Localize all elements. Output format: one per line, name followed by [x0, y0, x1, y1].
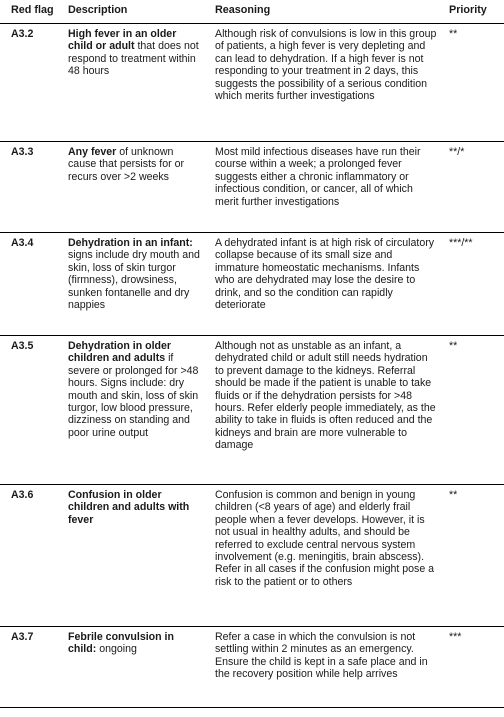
reasoning-cell: Confusion is common and benign in young children (<8 years of age) and elderly frail people when a fever develops. However, it is not usual in healthy adults, and should be referred to exclude central nervous system involvement (e.g. meningitis, brain abscess). Refer in all cases if the confusion might pose a risk to the patient or to others — [209, 485, 443, 627]
priority-cell: *** — [443, 627, 504, 708]
description-cell — [62, 233, 209, 336]
description-emphasis: Dehydration in older children and adults — [68, 340, 172, 365]
red-flag-code: A3.3 — [0, 142, 62, 233]
reasoning-cell: Refer a case in which the convulsion is not settling within 2 minutes as an emergency. Ensure the child is kept in a safe place and in the recovery position while help arrives — [209, 627, 443, 708]
header-description: Description — [62, 0, 209, 24]
reasoning-cell: Although risk of convulsions is low in this group of patients, a high fever is very depleting and can lead to dehydration. If a high fever is not responding to your treatment in 2 days, this suggests the possibility of a serious condition which merits further investigations — [209, 24, 443, 142]
description-cell — [62, 24, 209, 142]
description-text: of unknown cause that persists for or recurs over >2 weeks — [68, 146, 184, 183]
priority-cell: ** — [443, 24, 504, 142]
red-flag-code: A3.6 — [0, 485, 62, 627]
priority-cell: ** — [443, 485, 504, 627]
priority-cell: **/* — [443, 142, 504, 233]
description-emphasis: Febrile convulsion in child: — [68, 631, 174, 656]
priority-cell: ** — [443, 336, 504, 485]
description-text: that does not respond to treatment within 48 hours — [68, 40, 199, 78]
header-priority: Priority — [443, 0, 504, 24]
reasoning-cell: A dehydrated infant is at high risk of circulatory collapse because of its small size and immature homeostatic mechanisms. Infants who are dehydrated may lose the desire to drink, and so the condition can rapidly deteriorate — [209, 233, 443, 336]
table-row — [0, 24, 504, 142]
description-emphasis: Confusion in older children and adults with fever — [68, 489, 190, 526]
description-emphasis: Dehydration in an infant: — [68, 237, 193, 249]
description-text: signs include dry mouth and skin, loss of skin turgor (firmness), drowsiness, sunken fontanelle and dry nappies — [68, 249, 200, 312]
header-reasoning: Reasoning — [209, 0, 443, 24]
table-row — [0, 485, 504, 627]
description-text: if severe or prolonged for >48 hours. Signs include: dry mouth and skin, loss of skin turgor, low blood pressure, dizziness on standing and poor urine output — [68, 352, 199, 439]
description-cell — [62, 485, 209, 627]
table-row — [0, 142, 504, 233]
reasoning-cell: Although not as unstable as an infant, a dehydrated child or adult still needs hydration to prevent damage to the kidneys. Referral should be made if the patient is unable to take fluids or if the dehydration persists for >48 hours. Refer elderly people immediately, as the ability to take in fluids is often reduced and the kidneys and brain are more vulnerable to damage — [209, 336, 443, 485]
red-flag-code: A3.2 — [0, 24, 62, 142]
table-row — [0, 233, 504, 336]
description-emphasis: Any fever — [68, 146, 117, 158]
table-row — [0, 336, 504, 485]
description-cell — [62, 142, 209, 233]
table-header-row — [0, 0, 504, 24]
description-cell — [62, 336, 209, 485]
header-red-flag: Red flag — [0, 0, 62, 24]
description-text: ongoing — [96, 643, 137, 656]
red-flag-code: A3.5 — [0, 336, 62, 485]
priority-cell: ***/** — [443, 233, 504, 336]
description-cell — [62, 627, 209, 708]
reasoning-cell: Most mild infectious diseases have run their course within a week; a prolonged fever suggests either a chronic inflammatory or infectious condition, or cancer, all of which merit further investigations — [209, 142, 443, 233]
red-flag-code: A3.7 — [0, 627, 62, 708]
description-emphasis: High fever in an older child or adult — [68, 28, 177, 53]
table-row — [0, 627, 504, 708]
red-flag-code: A3.4 — [0, 233, 62, 336]
